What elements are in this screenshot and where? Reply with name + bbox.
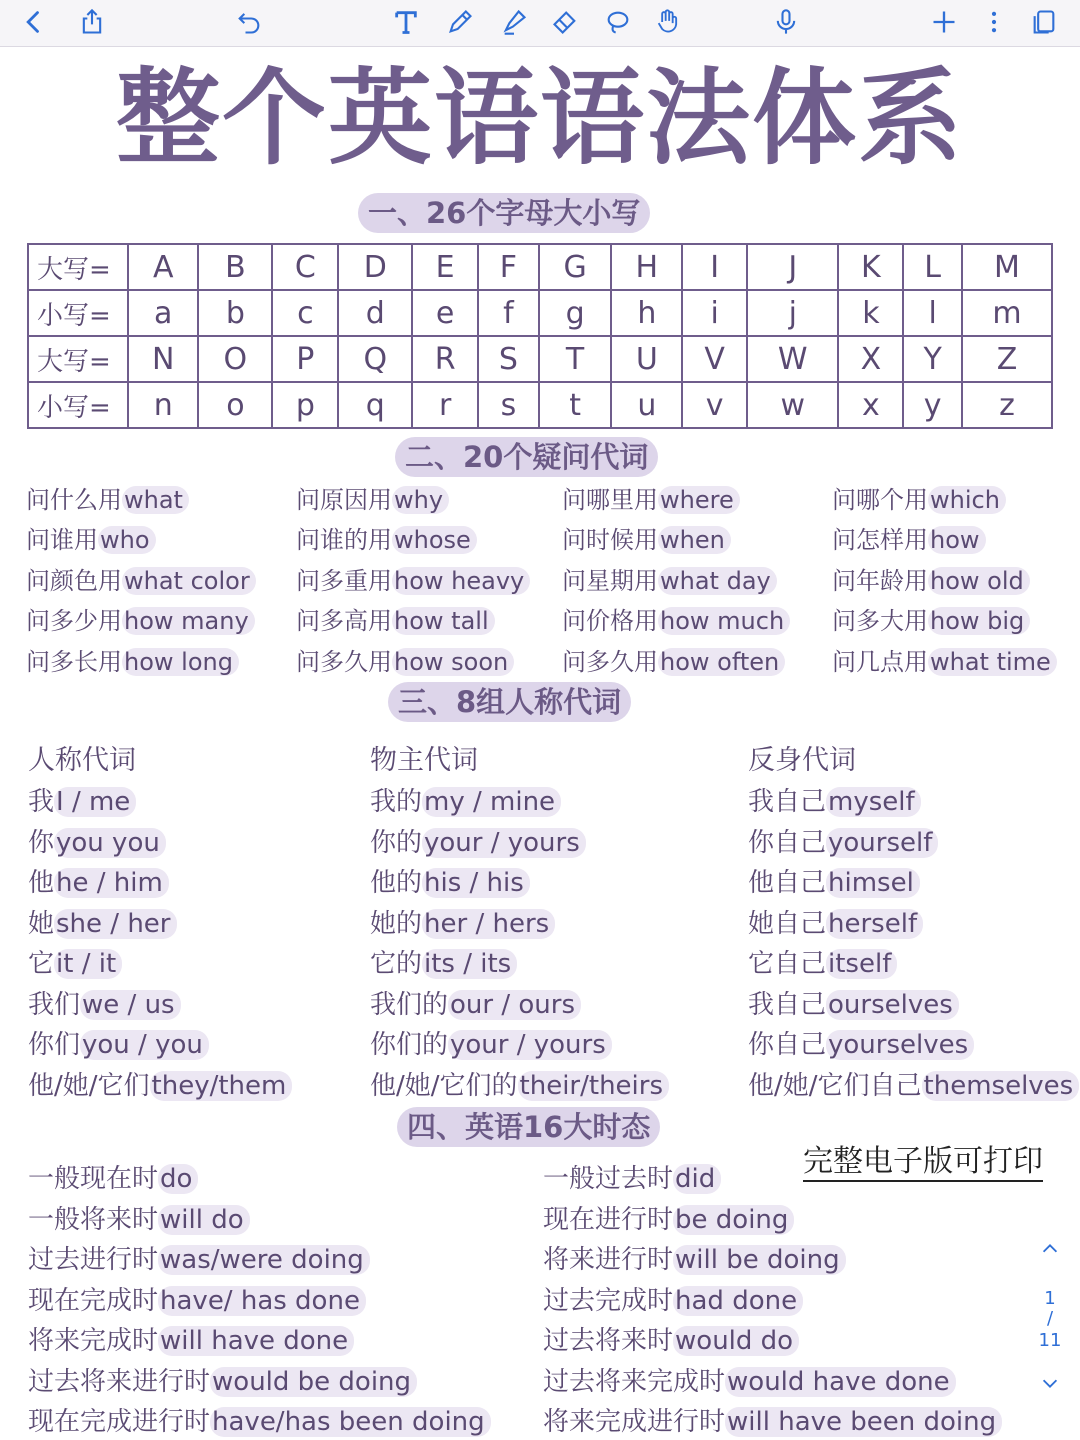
list-item — [28, 825, 166, 861]
alphabet-letter: i — [682, 290, 747, 336]
item-english-highlight: would have done — [725, 1367, 956, 1397]
item-chinese: 问多高用 — [296, 607, 392, 635]
item-english-highlight: its / its — [422, 949, 517, 979]
list-item — [26, 522, 156, 558]
list-item — [296, 563, 530, 599]
alphabet-letter: y — [903, 382, 962, 428]
item-chinese: 问什么用 — [26, 486, 122, 514]
alphabet-letter: F — [478, 244, 539, 290]
section-heading-questions: 二、20个疑问代词 — [395, 437, 658, 477]
item-chinese: 他自己 — [748, 868, 827, 898]
item-chinese: 问多大用 — [832, 607, 928, 635]
list-item — [748, 1068, 1079, 1104]
alphabet-letter: T — [539, 336, 612, 382]
item-english-highlight: how soon — [392, 648, 514, 676]
item-chinese: 我 — [28, 787, 55, 817]
item-english-highlight: his / his — [422, 868, 530, 898]
pen-icon[interactable] — [440, 3, 480, 41]
item-chinese: 将来进行时 — [543, 1245, 674, 1275]
list-item — [748, 946, 897, 982]
alphabet-letter: Q — [338, 336, 412, 382]
item-chinese: 过去将来完成时 — [543, 1366, 726, 1397]
alphabet-letter: l — [903, 290, 962, 336]
item-chinese: 你们 — [28, 1030, 81, 1060]
item-english-highlight: they/them — [150, 1071, 293, 1101]
list-item — [28, 1161, 198, 1197]
item-chinese: 问谁的用 — [296, 526, 392, 554]
item-english-highlight: who — [98, 526, 156, 554]
page-separator: / — [1046, 1308, 1054, 1329]
item-chinese: 将来完成进行时 — [543, 1407, 726, 1437]
item-chinese: 一般现在时 — [28, 1164, 159, 1194]
item-chinese: 现在完成进行时 — [28, 1407, 211, 1437]
item-chinese: 将来完成时 — [28, 1326, 159, 1356]
alphabet-row — [28, 244, 1052, 290]
item-chinese: 我们的 — [370, 989, 449, 1020]
alphabet-letter: m — [962, 290, 1052, 336]
list-item — [28, 1323, 354, 1359]
item-english-highlight: myself — [826, 787, 921, 817]
item-english-highlight: my / mine — [422, 787, 561, 817]
item-chinese: 过去将来进行时 — [28, 1366, 211, 1397]
list-item — [562, 603, 790, 639]
list-item — [26, 644, 239, 680]
alphabet-letter: e — [412, 290, 478, 336]
alphabet-letter: L — [903, 244, 962, 290]
alphabet-letter: H — [611, 244, 682, 290]
item-english-highlight: you / you — [80, 1030, 209, 1060]
item-chinese: 问颜色用 — [26, 567, 122, 595]
item-english-highlight: what — [122, 486, 189, 514]
item-chinese: 我自己 — [748, 787, 827, 817]
item-chinese: 它自己 — [748, 949, 827, 979]
item-chinese: 你自己 — [748, 827, 827, 858]
printable-note: 完整电子版可打印 — [803, 1144, 1043, 1182]
item-english-highlight: you you — [54, 828, 166, 858]
item-english-highlight: your / yours — [422, 828, 586, 858]
list-item — [543, 1161, 721, 1197]
alphabet-letter: g — [539, 290, 612, 336]
item-chinese: 问哪里用 — [562, 486, 658, 514]
list-item — [832, 482, 1006, 518]
section-heading-alphabet: 一、26个字母大小写 — [358, 193, 650, 233]
alphabet-letter: k — [838, 290, 903, 336]
item-chinese: 现在完成时 — [28, 1285, 159, 1316]
item-chinese: 问多少用 — [26, 607, 122, 635]
item-chinese: 你们的 — [370, 1030, 449, 1060]
item-chinese: 过去将来时 — [543, 1326, 674, 1356]
item-chinese: 现在进行时 — [543, 1204, 674, 1235]
item-chinese: 他 — [28, 868, 55, 898]
list-item — [26, 563, 256, 599]
alphabet-row-label: 小写= — [28, 290, 128, 336]
item-chinese: 我的 — [370, 787, 423, 817]
alphabet-letter: R — [412, 336, 478, 382]
alphabet-row-label: 大写= — [28, 244, 128, 290]
pronoun-column-header: 反身代词 — [748, 745, 856, 776]
list-item — [832, 644, 1057, 680]
alphabet-letter: N — [128, 336, 198, 382]
list-item — [296, 644, 514, 680]
list-item — [28, 865, 169, 901]
item-chinese: 问多久用 — [562, 648, 658, 676]
item-english-highlight: I / me — [54, 787, 136, 817]
alphabet-letter: q — [338, 382, 412, 428]
item-chinese: 他/她/它们的 — [370, 1070, 518, 1101]
list-item — [370, 987, 581, 1023]
item-english-highlight: how much — [658, 607, 790, 635]
alphabet-letter: d — [338, 290, 412, 336]
list-item — [296, 522, 477, 558]
alphabet-letter: p — [272, 382, 338, 428]
page-title: 整个英语语法体系 — [115, 57, 964, 179]
item-english-highlight: which — [928, 486, 1006, 514]
list-item — [26, 482, 189, 518]
alphabet-letter: G — [539, 244, 612, 290]
item-english-highlight: ourselves — [826, 990, 959, 1020]
pronoun-column-header: 物主代词 — [370, 745, 478, 776]
item-chinese: 过去完成时 — [543, 1285, 674, 1316]
hand-icon[interactable] — [648, 3, 688, 41]
item-english-highlight: would be doing — [210, 1367, 417, 1397]
item-chinese: 问星期用 — [562, 567, 658, 595]
list-item — [370, 946, 517, 982]
item-english-highlight: will be doing — [673, 1245, 846, 1275]
item-english-highlight: what color — [122, 567, 256, 595]
item-chinese: 他/她/它们 — [28, 1070, 150, 1101]
item-english-highlight: how big — [928, 607, 1030, 635]
alphabet-letter: E — [412, 244, 478, 290]
list-item — [562, 644, 785, 680]
alphabet-letter: n — [128, 382, 198, 428]
item-chinese: 问多重用 — [296, 567, 392, 595]
alphabet-letter: h — [611, 290, 682, 336]
item-chinese: 它的 — [370, 949, 423, 979]
item-chinese: 一般过去时 — [543, 1164, 674, 1194]
item-chinese: 你的 — [370, 827, 423, 858]
alphabet-letter: S — [478, 336, 539, 382]
alphabet-letter: Z — [962, 336, 1052, 382]
alphabet-letter: j — [747, 290, 838, 336]
list-item — [28, 1364, 417, 1400]
list-item — [748, 987, 959, 1023]
item-english-highlight: he / him — [54, 868, 169, 898]
list-item — [296, 482, 449, 518]
list-item — [28, 1202, 250, 1238]
list-item — [748, 906, 923, 942]
alphabet-letter: u — [611, 382, 682, 428]
item-chinese: 问时候用 — [562, 526, 658, 554]
list-item — [28, 1068, 292, 1104]
alphabet-letter: P — [272, 336, 338, 382]
item-chinese: 她的 — [370, 908, 423, 939]
alphabet-letter: z — [962, 382, 1052, 428]
list-item — [370, 784, 561, 820]
alphabet-row-label: 小写= — [28, 382, 128, 428]
item-english-highlight: what time — [928, 648, 1057, 676]
page-up-icon[interactable] — [1030, 1238, 1070, 1265]
item-english-highlight: our / ours — [448, 990, 581, 1020]
list-item — [28, 784, 136, 820]
list-item — [26, 603, 255, 639]
alphabet-letter: r — [412, 382, 478, 428]
pronoun-column-header: 人称代词 — [28, 745, 136, 776]
list-item — [832, 563, 1030, 599]
alphabet-letter: K — [838, 244, 903, 290]
toolbar — [0, 0, 1080, 47]
list-item — [562, 482, 740, 518]
alphabet-letter: M — [962, 244, 1052, 290]
share-icon[interactable] — [72, 3, 112, 41]
item-english-highlight: why — [392, 486, 449, 514]
list-item — [748, 1027, 974, 1063]
item-english-highlight: themselves — [922, 1071, 1080, 1101]
list-item — [370, 825, 586, 861]
list-item — [543, 1364, 956, 1400]
item-chinese: 我们 — [28, 989, 81, 1020]
item-english-highlight: itself — [826, 949, 897, 979]
list-item — [543, 1323, 799, 1359]
list-item — [370, 1027, 612, 1063]
list-item — [543, 1283, 803, 1319]
list-item — [296, 603, 495, 639]
item-chinese: 问多久用 — [296, 648, 392, 676]
item-english-highlight: had done — [673, 1286, 803, 1316]
alphabet-letter: s — [478, 382, 539, 428]
item-english-highlight: how heavy — [392, 567, 530, 595]
item-chinese: 它 — [28, 949, 55, 979]
list-item — [28, 1027, 209, 1063]
list-item — [832, 522, 986, 558]
item-chinese: 你 — [28, 827, 55, 858]
list-item — [543, 1404, 1002, 1440]
list-item — [748, 865, 920, 901]
item-chinese: 你自己 — [748, 1030, 827, 1060]
alphabet-letter: W — [747, 336, 838, 382]
item-english-highlight: did — [673, 1164, 721, 1194]
item-chinese: 问谁用 — [26, 526, 98, 554]
alphabet-letter: J — [747, 244, 838, 290]
alphabet-letter: I — [682, 244, 747, 290]
list-item — [562, 563, 777, 599]
alphabet-row — [28, 382, 1052, 428]
item-english-highlight: how often — [658, 648, 785, 676]
lasso-icon[interactable] — [598, 3, 638, 41]
alphabet-letter: U — [611, 336, 682, 382]
item-chinese: 他/她/它们自己 — [748, 1070, 922, 1101]
alphabet-letter: x — [838, 382, 903, 428]
item-english-highlight: their/theirs — [518, 1071, 669, 1101]
alphabet-row — [28, 336, 1052, 382]
item-english-highlight: her / hers — [422, 909, 555, 939]
item-english-highlight: himsel — [826, 868, 920, 898]
item-english-highlight: will have done — [158, 1326, 354, 1356]
item-english-highlight: your / yours — [448, 1030, 612, 1060]
more-icon[interactable] — [974, 3, 1014, 41]
list-item — [370, 865, 530, 901]
item-english-highlight: what day — [658, 567, 777, 595]
list-item — [543, 1242, 846, 1278]
item-english-highlight: how old — [928, 567, 1030, 595]
item-chinese: 问价格用 — [562, 607, 658, 635]
list-item — [28, 946, 122, 982]
alphabet-letter: A — [128, 244, 198, 290]
microphone-icon[interactable] — [766, 3, 806, 41]
list-item — [748, 784, 921, 820]
alphabet-letter: B — [198, 244, 272, 290]
list-item — [543, 1202, 794, 1238]
alphabet-letter: b — [198, 290, 272, 336]
item-english-highlight: be doing — [673, 1205, 794, 1235]
item-english-highlight: have/ has done — [158, 1286, 366, 1316]
alphabet-letter: f — [478, 290, 539, 336]
list-item — [28, 1242, 370, 1278]
item-english-highlight: how long — [122, 648, 239, 676]
item-english-highlight: will have been doing — [725, 1407, 1002, 1437]
item-english-highlight: how many — [122, 607, 255, 635]
item-english-highlight: would do — [673, 1326, 799, 1356]
undo-icon[interactable] — [229, 3, 269, 41]
item-chinese: 我自己 — [748, 989, 827, 1020]
alphabet-row — [28, 290, 1052, 336]
list-item — [28, 906, 177, 942]
alphabet-letter: C — [272, 244, 338, 290]
item-english-highlight: how tall — [392, 607, 495, 635]
list-item — [370, 1068, 669, 1104]
list-item — [748, 825, 938, 861]
list-item — [28, 987, 181, 1023]
item-chinese: 过去进行时 — [28, 1245, 159, 1275]
page-total: 11 — [1038, 1330, 1062, 1351]
item-english-highlight: how — [928, 526, 986, 554]
list-item — [832, 603, 1030, 639]
alphabet-letter: D — [338, 244, 412, 290]
item-english-highlight: when — [658, 526, 731, 554]
list-item — [562, 522, 731, 558]
text-tool-icon[interactable] — [386, 3, 426, 41]
item-chinese: 一般将来时 — [28, 1204, 159, 1235]
alphabet-letter: t — [539, 382, 612, 428]
alphabet-letter: O — [198, 336, 272, 382]
list-item — [28, 1404, 491, 1440]
item-english-highlight: yourself — [826, 828, 938, 858]
item-english-highlight: we / us — [80, 990, 181, 1020]
item-chinese: 问原因用 — [296, 486, 392, 514]
alphabet-letter: o — [198, 382, 272, 428]
list-item — [370, 906, 555, 942]
item-chinese: 问哪个用 — [832, 486, 928, 514]
item-english-highlight: it / it — [54, 949, 122, 979]
alphabet-letter: v — [682, 382, 747, 428]
item-chinese: 问怎样用 — [832, 526, 928, 554]
item-english-highlight: have/has been doing — [210, 1407, 491, 1437]
list-item — [28, 1283, 366, 1319]
page-current: 1 — [1044, 1288, 1056, 1309]
highlighter-icon[interactable] — [494, 3, 534, 41]
item-chinese: 她自己 — [748, 908, 827, 939]
pages-icon[interactable] — [1024, 3, 1064, 41]
alphabet-letter: a — [128, 290, 198, 336]
item-chinese: 问年龄用 — [832, 567, 928, 595]
alphabet-letter: X — [838, 336, 903, 382]
back-chevron-icon[interactable] — [14, 3, 54, 41]
alphabet-letter: V — [682, 336, 747, 382]
item-english-highlight: she / her — [54, 909, 176, 939]
item-english-highlight: where — [658, 486, 740, 514]
alphabet-letter: Y — [903, 336, 962, 382]
item-chinese: 他的 — [370, 868, 423, 898]
item-english-highlight: will do — [158, 1205, 250, 1235]
section-heading-pronouns: 三、8组人称代词 — [388, 682, 631, 722]
alphabet-letter: w — [747, 382, 838, 428]
page-down-icon[interactable] — [1030, 1372, 1070, 1399]
eraser-icon[interactable] — [545, 3, 585, 41]
item-chinese: 问几点用 — [832, 648, 928, 676]
alphabet-letter: c — [272, 290, 338, 336]
item-chinese: 问多长用 — [26, 648, 122, 676]
alphabet-row-label: 大写= — [28, 336, 128, 382]
item-english-highlight: do — [158, 1164, 198, 1194]
alphabet-table — [27, 243, 1053, 429]
item-english-highlight: was/were doing — [158, 1245, 370, 1275]
plus-icon[interactable] — [924, 3, 964, 41]
item-english-highlight: yourselves — [826, 1030, 974, 1060]
section-heading-tenses: 四、英语16大时态 — [397, 1107, 660, 1147]
item-english-highlight: herself — [826, 909, 923, 939]
item-english-highlight: whose — [392, 526, 477, 554]
item-chinese: 她 — [28, 908, 55, 939]
